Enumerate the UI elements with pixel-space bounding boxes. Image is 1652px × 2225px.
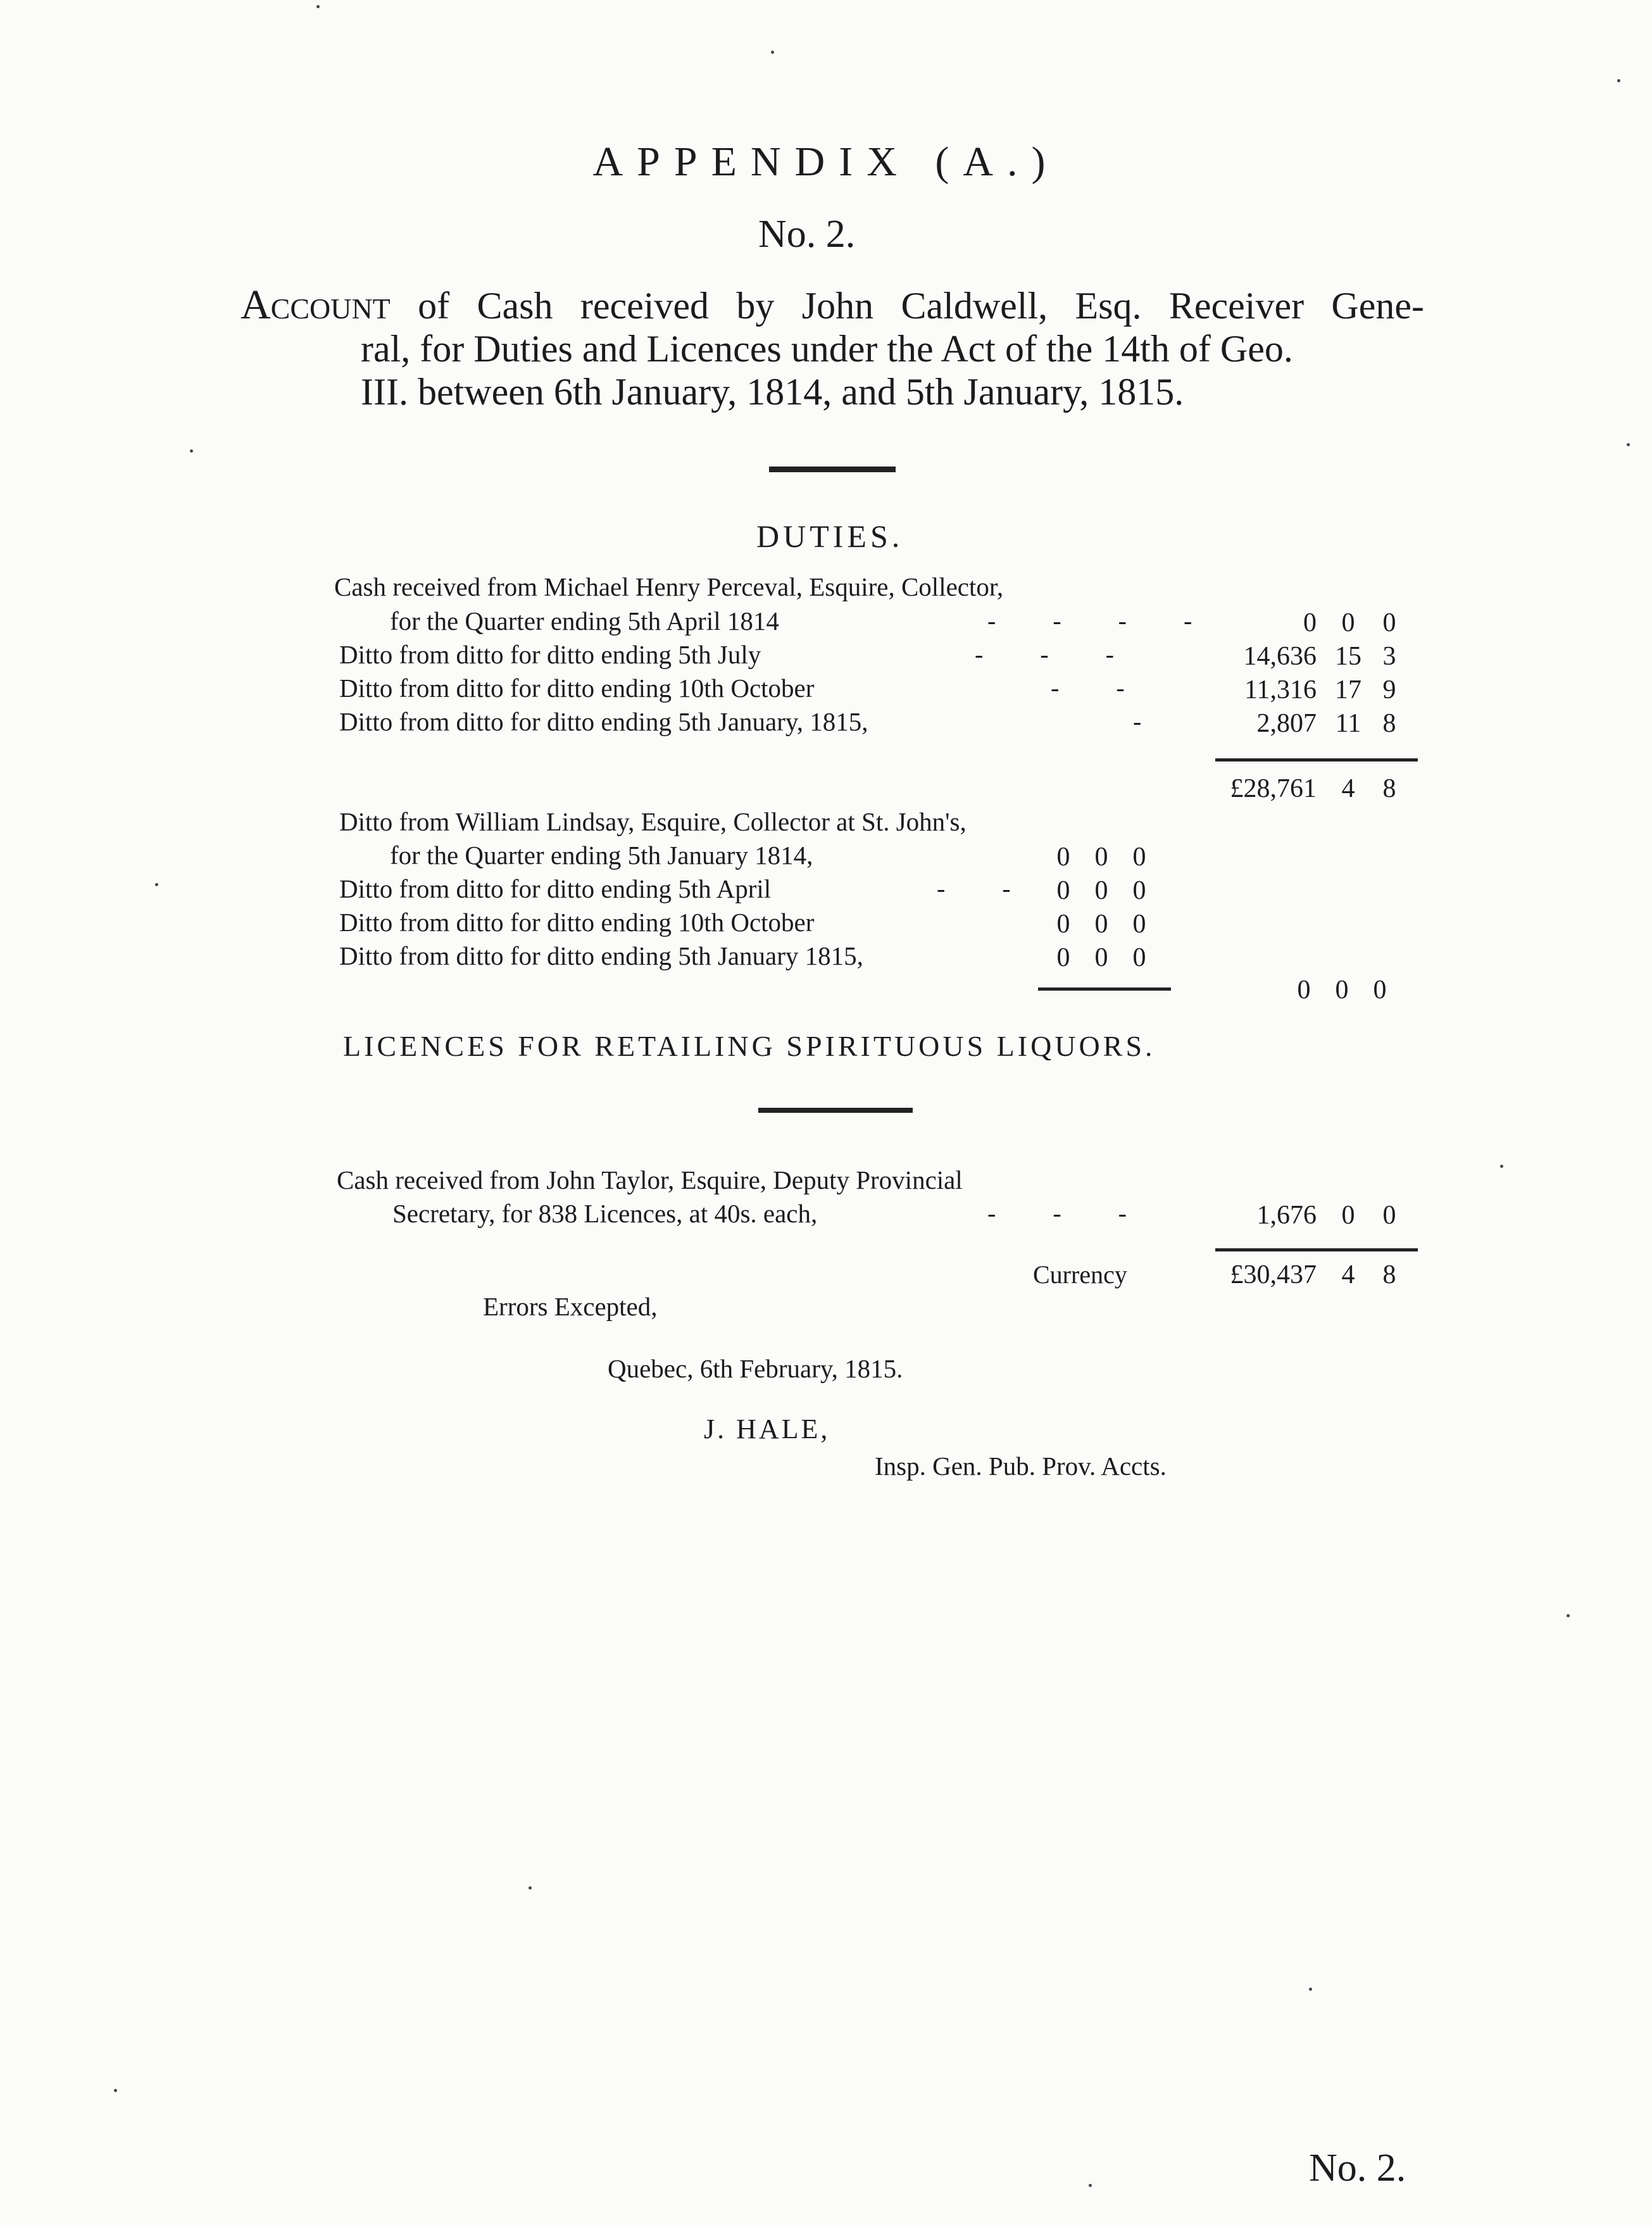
lindsay-row-2-pounds: 0 (1056, 876, 1070, 905)
licences-shillings: 0 (1341, 1201, 1355, 1230)
scan-speck (190, 449, 193, 453)
perceval-row-3-shillings: 17 (1335, 675, 1361, 705)
lindsay-row-4-shillings: 0 (1094, 943, 1108, 972)
account-title-text-1: of Cash received by John Caldwell, Esq. Receiver Gene- (418, 285, 1425, 327)
scan-speck (1567, 1614, 1570, 1617)
signatory-office: Insp. Gen. Pub. Prov. Accts. (875, 1451, 1167, 1481)
licences-line-2: Secretary, for 838 Licences, at 40s. each, (392, 1199, 818, 1228)
perceval-row-2-pence: 3 (1382, 642, 1396, 671)
currency-pence: 8 (1382, 1260, 1396, 1289)
lindsay-subtotal-rule (1038, 987, 1171, 991)
document-number: No. 2. (758, 213, 856, 256)
scan-speck (155, 883, 158, 886)
perceval-total-shillings: 4 (1341, 774, 1355, 803)
licences-total-rule (1215, 1248, 1418, 1251)
duties-heading: DUTIES. (756, 518, 904, 554)
lindsay-total-shillings: 0 (1335, 975, 1349, 1005)
scan-speck (771, 51, 774, 54)
perceval-row-3-pounds: 11,316 (1244, 675, 1317, 705)
lindsay-row-1-label: for the Quarter ending 5th January 1814, (390, 841, 813, 870)
lindsay-row-2-label: Ditto from ditto for ditto ending 5th April (339, 874, 772, 903)
currency-pounds: £30,437 (1230, 1260, 1317, 1289)
currency-label: Currency (1033, 1260, 1127, 1289)
scan-speck (1627, 443, 1630, 446)
currency-shillings: 4 (1341, 1260, 1355, 1289)
lindsay-row-3-pence: 0 (1132, 910, 1146, 939)
licences-pounds: 1,676 (1256, 1201, 1317, 1230)
perceval-total-pence: 8 (1382, 774, 1396, 803)
perceval-row-3-pence: 9 (1382, 675, 1396, 705)
perceval-row-2-shillings: 15 (1335, 642, 1361, 671)
lindsay-row-1-shillings: 0 (1094, 843, 1108, 872)
lindsay-row-1-pence: 0 (1132, 843, 1146, 872)
account-title-line-1 (241, 284, 1424, 327)
lindsay-row-3-pounds: 0 (1056, 910, 1070, 939)
scan-speck (114, 2089, 117, 2092)
perceval-row-2-pounds: 14,636 (1243, 642, 1317, 671)
lindsay-row-3-label: Ditto from ditto for ditto ending 10th October (339, 908, 815, 937)
place-and-date: Quebec, 6th February, 1815. (608, 1354, 903, 1383)
licences-line-1: Cash received from John Taylor, Esquire, Deputy Provincial (337, 1165, 963, 1194)
scan-speck (529, 1886, 532, 1890)
scan-speck (1500, 1165, 1503, 1168)
perceval-row-3-label: Ditto from ditto for ditto ending 10th October (339, 674, 815, 703)
perceval-row-2-label: Ditto from ditto for ditto ending 5th July (339, 640, 761, 669)
perceval-row-1-dashes: - - - - (987, 606, 1218, 635)
account-word: Account (241, 282, 391, 328)
lindsay-intro: Ditto from William Lindsay, Esquire, Collector at St. John's, (339, 807, 967, 836)
perceval-total-pounds: £28,761 (1230, 774, 1317, 803)
signatory-name: J. HALE, (704, 1413, 830, 1445)
scan-speck (1089, 2184, 1092, 2187)
lindsay-row-2-shillings: 0 (1094, 876, 1108, 905)
scan-speck (316, 5, 320, 8)
footer-number: No. 2. (1309, 2147, 1406, 2190)
title-divider (769, 467, 896, 472)
perceval-row-3-dashes: - - (1051, 674, 1150, 702)
perceval-row-4-shillings: 11 (1335, 709, 1361, 738)
lindsay-row-4-label: Ditto from ditto for ditto ending 5th January 1815, (339, 941, 863, 970)
perceval-row-1-label: for the Quarter ending 5th April 1814 (390, 606, 779, 636)
lindsay-total-pence: 0 (1373, 975, 1387, 1005)
account-title (241, 284, 1424, 413)
perceval-row-4-dashes: - (1133, 707, 1142, 736)
licences-pence: 0 (1382, 1201, 1396, 1230)
account-title-line-2: ral, for Duties and Licences under the Act of the 14th of Geo. (361, 328, 1293, 370)
appendix-heading: APPENDIX (A.) (592, 139, 1060, 185)
licences-heading: LICENCES FOR RETAILING SPIRITUOUS LIQUORS. (343, 1030, 1156, 1062)
lindsay-row-4-pounds: 0 (1056, 943, 1070, 972)
lindsay-row-2-dashes: - - (937, 874, 1036, 903)
lindsay-row-1-pounds: 0 (1056, 843, 1070, 872)
perceval-row-2-dashes: - - - (975, 640, 1139, 668)
perceval-row-4-label: Ditto from ditto for ditto ending 5th January, 1815, (339, 707, 868, 736)
account-title-line-3: III. between 6th January, 1814, and 5th January, 1815. (361, 371, 1184, 413)
licences-divider (758, 1108, 913, 1113)
licences-dashes: - - - (987, 1199, 1152, 1227)
perceval-row-1-pence: 0 (1382, 608, 1396, 637)
lindsay-row-4-pence: 0 (1132, 943, 1146, 972)
lindsay-total-pounds: 0 (1297, 975, 1311, 1005)
perceval-row-1-shillings: 0 (1341, 608, 1355, 637)
lindsay-row-3-shillings: 0 (1094, 910, 1108, 939)
perceval-total-rule (1215, 758, 1418, 762)
perceval-row-4-pounds: 2,807 (1256, 709, 1317, 738)
perceval-row-4-pence: 8 (1382, 709, 1396, 738)
errors-excepted: Errors Excepted, (483, 1292, 658, 1321)
perceval-row-1-pounds: 0 (1303, 608, 1317, 637)
perceval-intro: Cash received from Michael Henry Perceval, Esquire, Collector, (334, 572, 1004, 601)
scan-speck (1309, 1988, 1312, 1991)
scan-speck (1617, 79, 1620, 82)
lindsay-row-2-pence: 0 (1132, 876, 1146, 905)
